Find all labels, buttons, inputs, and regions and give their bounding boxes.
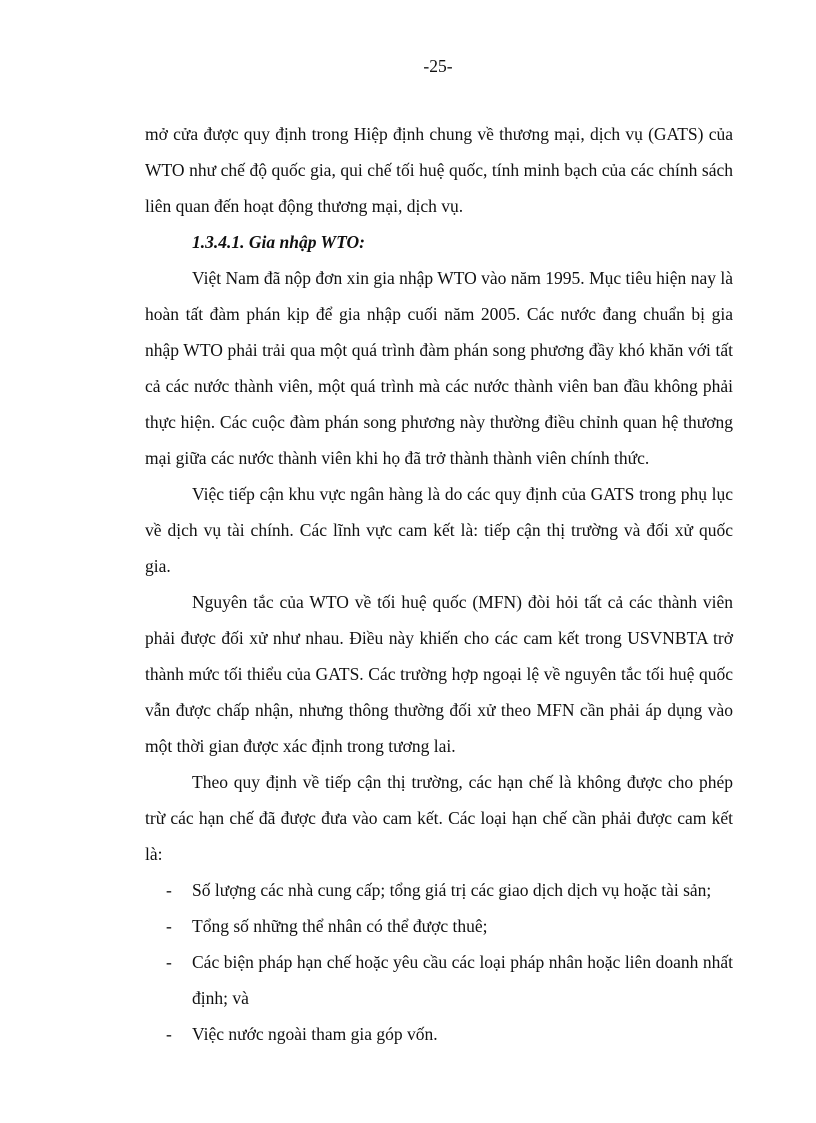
list-item (145, 944, 733, 1016)
restriction-list (145, 872, 733, 1052)
document-body (145, 116, 733, 1052)
paragraph-mfn-principle: Nguyên tắc của WTO về tối huệ quốc (MFN) đòi hỏi tất cả các thành viên phải được đối xử như nhau. Điều này khiến cho các cam kết trong USVNBTA trở thành mức tối thiểu của GATS. Các trường hợp ngoại lệ về nguyên tắc tối huệ quốc vẫn được chấp nhận, nhưng thông thường đối xử theo MFN cần phải áp dụng vào một thời gian được xác định trong tương lai. (145, 592, 733, 756)
bullet-dash: - (166, 952, 172, 972)
bullet-dash: - (166, 880, 172, 900)
section-heading: 1.3.4.1. Gia nhập WTO: (192, 232, 365, 252)
paragraph-wto-accession: Việt Nam đã nộp đơn xin gia nhập WTO vào năm 1995. Mục tiêu hiện nay là hoàn tất đàm phán kịp để gia nhập cuối năm 2005. Các nước đang chuẩn bị gia nhập WTO phải trải qua một quá trình đàm phán song phương đầy khó khăn với tất cả các nước thành viên, một quá trình mà các nước thành viên ban đầu không phải thực hiện. Các cuộc đàm phán song phương này thường điều chỉnh quan hệ thương mại giữa các nước thành viên khi họ đã trở thành thành viên chính thức. (145, 268, 733, 468)
list-item-text: Việc nước ngoài tham gia góp vốn. (192, 1024, 438, 1044)
list-item-text: Các biện pháp hạn chế hoặc yêu cầu các loại pháp nhân hoặc liên doanh nhất định; và (192, 952, 733, 1008)
list-item (145, 908, 733, 944)
list-item-text: Số lượng các nhà cung cấp; tổng giá trị các giao dịch dịch vụ hoặc tài sản; (192, 880, 712, 900)
list-item (145, 872, 733, 908)
list-item-text: Tổng số những thể nhân có thể được thuê; (192, 916, 488, 936)
bullet-dash: - (166, 916, 172, 936)
paragraph-banking-access: Việc tiếp cận khu vực ngân hàng là do các quy định của GATS trong phụ lục về dịch vụ tài chính. Các lĩnh vực cam kết là: tiếp cận thị trường và đối xử quốc gia. (145, 484, 733, 576)
list-item (145, 1016, 733, 1052)
paragraph-continuation: mở cửa được quy định trong Hiệp định chung về thương mại, dịch vụ (GATS) của WTO như chế độ quốc gia, qui chế tối huệ quốc, tính minh bạch của các chính sách liên quan đến hoạt động thương mại, dịch vụ. (145, 124, 733, 216)
paragraph-market-access: Theo quy định về tiếp cận thị trường, các hạn chế là không được cho phép trừ các hạn chế đã được đưa vào cam kết. Các loại hạn chế cần phải được cam kết là: (145, 772, 733, 864)
page-number: -25- (423, 56, 453, 76)
bullet-dash: - (166, 1024, 172, 1044)
